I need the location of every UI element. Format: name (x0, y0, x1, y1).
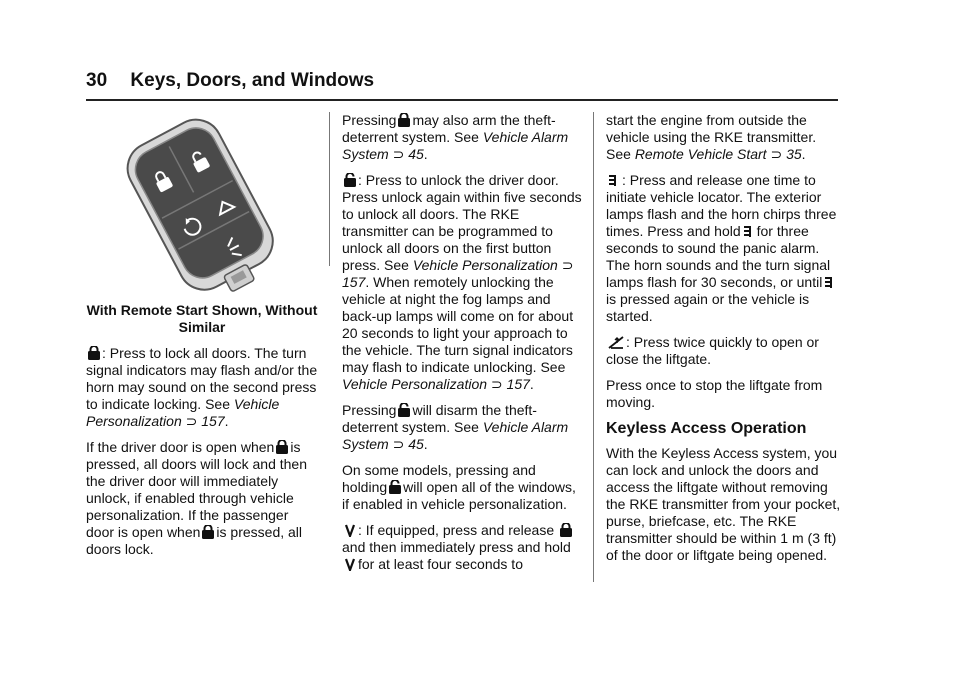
lock-icon (88, 346, 100, 360)
liftgate-icon (608, 335, 624, 349)
xref-vehicle-alarm-system[interactable]: Vehicle Alarm System (342, 419, 569, 452)
lock-icon (276, 440, 288, 454)
remote-start-icon (344, 523, 356, 537)
lock-icon (560, 523, 572, 537)
reference-arrow-icon: ⊃ (185, 413, 198, 429)
lock-icon (398, 113, 410, 127)
unlock-icon (389, 480, 401, 494)
locator-paragraph: : Press and release one time to initiate vehicle locator. The exterior lamps flash and the horn chirps three times. Press and hold for three seconds to sound the panic alarm. The horn sounds and the turn signal lamps flash for 30 seconds, or until is pressed again or the vehicle is started. (606, 172, 837, 324)
xref-vehicle-personalization[interactable]: Vehicle Personalization (86, 396, 280, 429)
reference-arrow-icon: ⊃ (392, 436, 405, 452)
section-heading-keyless-access: Keyless Access Operation (606, 420, 807, 437)
reference-arrow-icon: ⊃ (392, 146, 405, 162)
xref-vehicle-alarm-system[interactable]: Vehicle Alarm System (342, 129, 569, 162)
vehicle-locator-icon (824, 275, 836, 289)
xref-vehicle-personalization[interactable]: Vehicle Personalization (342, 376, 488, 392)
arm-paragraph: Pressing may also arm the theft-deterrent system. See Vehicle Alarm System ⊃ 45. (342, 112, 569, 162)
liftgate-paragraph: : Press twice quickly to open or close the liftgate. (606, 334, 819, 367)
key-fob-illustration (108, 118, 298, 302)
lock-icon (202, 525, 214, 539)
remote-start-icon (344, 557, 356, 571)
column-3 (606, 112, 842, 573)
key-fob-figure (86, 112, 318, 302)
figure-caption: With Remote Start Shown, Without Similar (86, 302, 318, 335)
reference-arrow-icon: ⊃ (561, 257, 574, 273)
disarm-paragraph: Pressing will disarm the theft-deterrent system. See Vehicle Alarm System ⊃ 45. (342, 402, 569, 452)
page-header (86, 70, 374, 92)
xref-remote-vehicle-start[interactable]: Remote Vehicle Start (634, 146, 767, 162)
remote-start-continued: start the engine from outside the vehicle using the RKE transmitter. See Remote Vehicle Start ⊃ 35. (606, 112, 817, 162)
header-rule (86, 99, 838, 101)
xref-vehicle-personalization[interactable]: Vehicle Personalization (412, 257, 558, 273)
lock-paragraph: : Press to lock all doors. The turn signal indicators may flash and/or the horn may sound on the second press to indicate locking. See Vehicle Personalization ⊃ 157. (86, 345, 318, 429)
vehicle-locator-icon (743, 224, 755, 238)
chapter-title: Keys, Doors, and Windows (130, 70, 375, 91)
keyless-access-paragraph: With the Keyless Access system, you can lock and unlock the doors and access the liftgate without removing the RKE transmitter from your pocket, purse, briefcase, etc. The RKE transmitter should be within 1 m (3 ft) of the door or liftgate being opened. (606, 445, 841, 563)
unlock-paragraph: : Press to unlock the driver door. Press unlock again within five seconds to unlock all doors. The RKE transmitter can be programmed to unlock all doors on the first button press. See Vehicle Personalization ⊃ 157. When remotely unlocking the vehicle at night the fog lamps and back-up lamps will come on for about 20 seconds to light your approach to the vehicle. The turn signal indicators may flash to indicate unlocking. See Vehicle Personalization ⊃ 157. (342, 172, 582, 392)
remote-start-paragraph: : If equipped, press and release and then immediately press and hold for at least four seconds to (342, 522, 571, 572)
vehicle-locator-icon (608, 173, 620, 187)
column-1 (86, 112, 318, 567)
reference-arrow-icon: ⊃ (490, 376, 503, 392)
liftgate-stop-paragraph: Press once to stop the liftgate from moving. (606, 377, 823, 410)
column-divider-left (329, 112, 330, 266)
windows-paragraph: On some models, pressing and holding will open all of the windows, if enabled in vehicle personalization. (342, 462, 576, 512)
reference-arrow-icon: ⊃ (770, 146, 783, 162)
column-divider-right (593, 112, 594, 582)
column-2 (342, 112, 582, 582)
page-number: 30 (86, 70, 108, 91)
driver-door-paragraph: If the driver door is open when is pressed, all doors will lock and then the driver door will immediately unlock, if enabled through vehicle personalization. If the passenger door is open when is pressed, all doors lock. (86, 439, 308, 557)
unlock-icon (344, 173, 356, 187)
unlock-icon (398, 403, 410, 417)
